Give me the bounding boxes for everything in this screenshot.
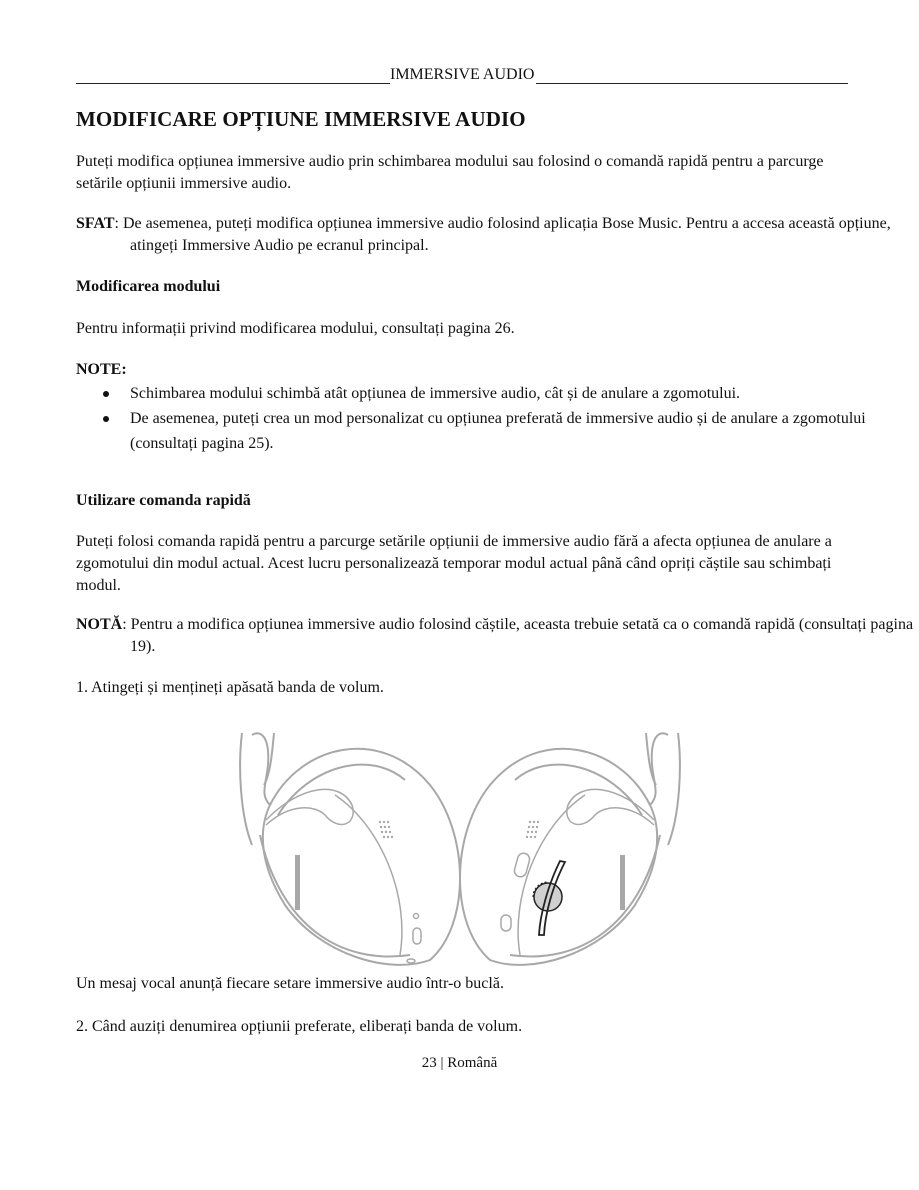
page-footer — [0, 1055, 919, 1072]
intro-paragraph: Puteți modifica opțiunea immersive audio prin schimbarea modului sau folosind o comandă rapidă pentru a parcurge setările opțiunii immersive audio. — [76, 153, 824, 192]
list-item: Schimbarea modului schimbă atât opțiunea de immersive audio, cât și de anulare a zgomotului. — [76, 381, 866, 406]
step-1: 1. Atingeți și mențineți apăsată banda de volum. — [76, 679, 384, 696]
bullet-icon — [103, 391, 109, 397]
section-heading-mode: Modificarea modului — [76, 278, 221, 295]
headphones-illustration-icon — [230, 725, 690, 970]
header-rule-right — [536, 69, 848, 84]
tip-text: : De asemenea, puteți modifica opțiunea immersive audio folosind aplicația Bose Music. Pentru a accesa această opțiune, atingeți Immersive Audio pe ecranul principal. — [114, 215, 891, 254]
list-item: De asemenea, puteți crea un mod personalizat cu opțiunea preferată de immersive audio și de anulare a zgomotului (consultați pagina 25). — [76, 406, 866, 456]
step-2: 2. Când auziți denumirea opțiunii preferate, eliberați banda de volum. — [76, 1018, 523, 1035]
after-figure-paragraph: Un mesaj vocal anunță fiecare setare immersive audio într-o buclă. — [76, 975, 504, 992]
notes-list — [76, 381, 866, 456]
running-header — [76, 66, 848, 84]
shortcut-paragraph: Puteți folosi comanda rapidă pentru a parcurge setările opțiunii de immersive audio fără a afecta opțiunea de anulare a zgomotului din modul actual. Acest lucru personalizează temporar modul actual până când opriți căștile sau schimbați modul. — [76, 533, 832, 594]
running-header-text: IMMERSIVE AUDIO — [390, 66, 535, 83]
page-title: MODIFICARE OPȚIUNE IMMERSIVE AUDIO — [76, 107, 526, 131]
page-number: 23 — [421, 1055, 437, 1071]
tip-paragraph — [76, 213, 919, 257]
tip-label: SFAT — [76, 215, 115, 232]
note-label: NOTĂ — [76, 616, 123, 633]
bullet-icon — [103, 416, 109, 422]
footer-separator: | — [440, 1055, 444, 1071]
note-paragraph — [76, 614, 919, 658]
section-heading-shortcut: Utilizare comanda rapidă — [76, 492, 251, 509]
notes-label: NOTE: — [76, 361, 127, 378]
header-rule-left — [76, 69, 390, 84]
mode-paragraph: Pentru informații privind modificarea modului, consultați pagina 26. — [76, 320, 515, 337]
note-text: : Pentru a modifica opțiunea immersive audio folosind căștile, aceasta trebuie setată ca o comandă rapidă (consultați pagina 19). — [122, 616, 914, 655]
footer-language: Română — [447, 1055, 498, 1071]
